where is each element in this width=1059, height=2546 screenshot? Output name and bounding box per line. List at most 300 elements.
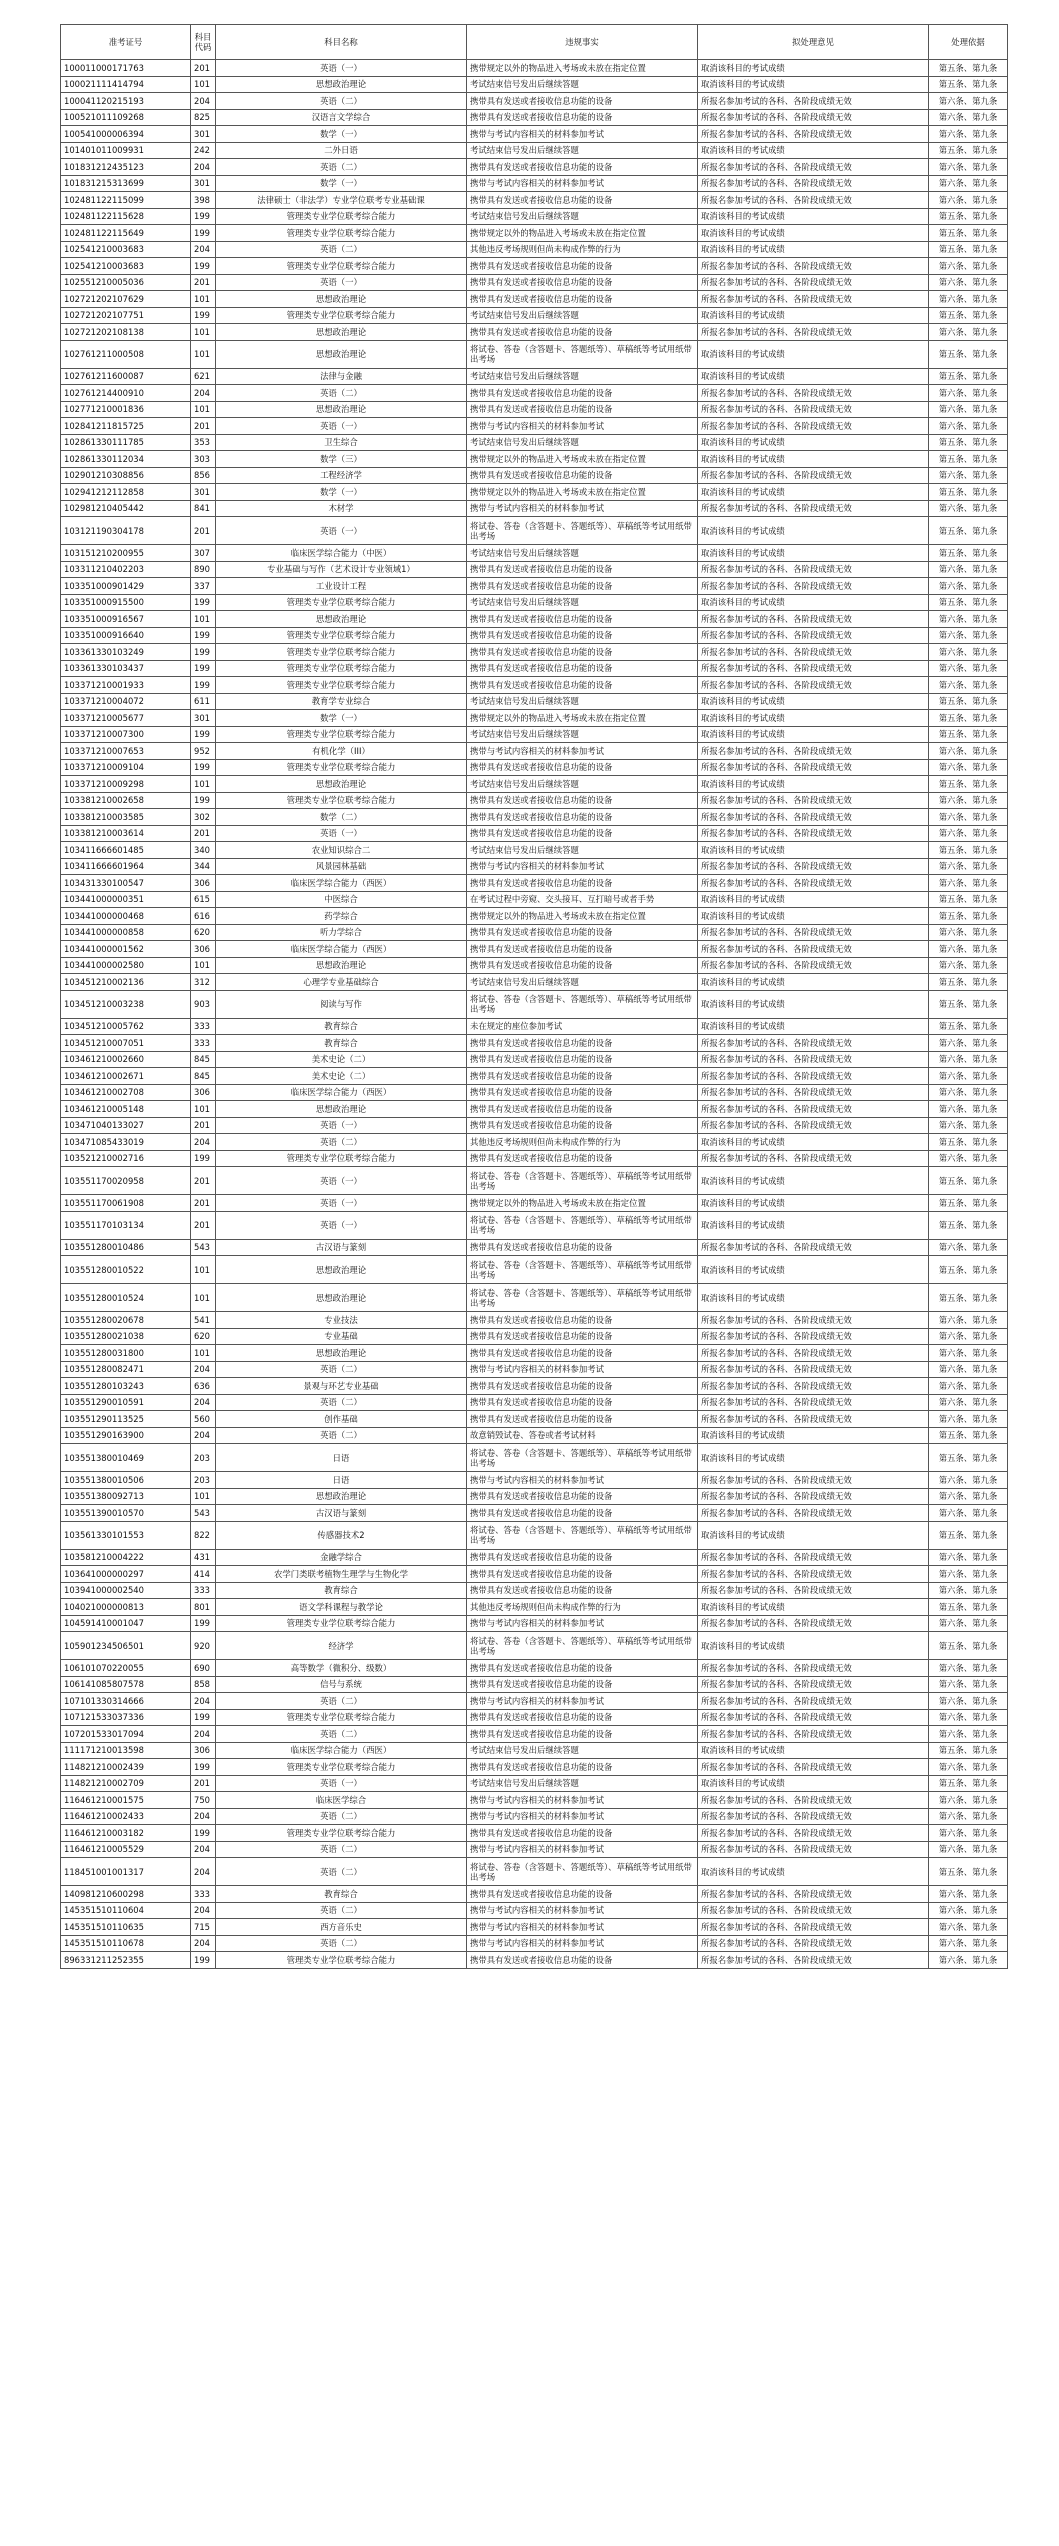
cell-subject-name: 心理学专业基础综合 <box>216 974 467 991</box>
cell-basis: 第五条、第九条 <box>929 710 1008 727</box>
table-row <box>61 225 1008 242</box>
cell-violation: 携带具有发送或者接收信息功能的设备 <box>467 159 698 176</box>
cell-subject-code: 301 <box>191 126 216 143</box>
cell-exam-id: 103461210002671 <box>61 1068 191 1085</box>
cell-penalty: 取消该科目的考试成绩 <box>698 1284 929 1312</box>
table-row <box>61 1134 1008 1151</box>
cell-exam-id: 103581210004222 <box>61 1549 191 1566</box>
table-row <box>61 875 1008 892</box>
cell-violation: 将试卷、答卷（含答题卡、答题纸等）、草稿纸等考试用纸带出考场 <box>467 1858 698 1886</box>
table-row <box>61 908 1008 925</box>
cell-penalty: 取消该科目的考试成绩 <box>698 1211 929 1239</box>
cell-subject-code: 204 <box>191 1808 216 1825</box>
cell-exam-id: 103551280010522 <box>61 1256 191 1284</box>
cell-subject-name: 管理类专业学位联考综合能力 <box>216 660 467 677</box>
cell-subject-name: 传感器技术2 <box>216 1521 467 1549</box>
cell-penalty: 所报名参加考试的各科、各阶段成绩无效 <box>698 743 929 760</box>
cell-violation: 携带与考试内容相关的材料参加考试 <box>467 1361 698 1378</box>
cell-violation: 携带与考试内容相关的材料参加考试 <box>467 1615 698 1632</box>
header-basis: 处理依据 <box>929 25 1008 60</box>
cell-penalty: 所报名参加考试的各科、各阶段成绩无效 <box>698 418 929 435</box>
cell-penalty: 取消该科目的考试成绩 <box>698 1599 929 1616</box>
cell-subject-code: 199 <box>191 1825 216 1842</box>
cell-violation: 携带具有发送或者接收信息功能的设备 <box>467 1676 698 1693</box>
cell-exam-id: 145351510110678 <box>61 1935 191 1952</box>
cell-subject-code: 199 <box>191 660 216 677</box>
cell-subject-name: 信号与系统 <box>216 1676 467 1693</box>
cell-basis: 第六条、第九条 <box>929 109 1008 126</box>
cell-violation: 携带具有发送或者接收信息功能的设备 <box>467 660 698 677</box>
table-row <box>61 274 1008 291</box>
cell-subject-name: 英语（二） <box>216 1841 467 1858</box>
cell-subject-name: 思想政治理论 <box>216 340 467 368</box>
cell-penalty: 所报名参加考试的各科、各阶段成绩无效 <box>698 858 929 875</box>
cell-subject-code: 543 <box>191 1239 216 1256</box>
cell-subject-name: 思想政治理论 <box>216 1488 467 1505</box>
cell-penalty: 所报名参加考试的各科、各阶段成绩无效 <box>698 1472 929 1489</box>
cell-subject-name: 农业知识综合二 <box>216 842 467 859</box>
cell-subject-name: 思想政治理论 <box>216 1284 467 1312</box>
cell-subject-name: 有机化学（III） <box>216 743 467 760</box>
cell-violation: 携带规定以外的物品进入考场或未放在指定位置 <box>467 710 698 727</box>
cell-basis: 第六条、第九条 <box>929 809 1008 826</box>
cell-subject-name: 英语（二） <box>216 1726 467 1743</box>
table-row <box>61 743 1008 760</box>
cell-basis: 第六条、第九条 <box>929 1935 1008 1952</box>
cell-subject-code: 312 <box>191 974 216 991</box>
cell-subject-name: 卫生综合 <box>216 434 467 451</box>
cell-subject-name: 管理类专业学位联考综合能力 <box>216 644 467 661</box>
table-row <box>61 1919 1008 1936</box>
cell-basis: 第六条、第九条 <box>929 677 1008 694</box>
cell-exam-id: 102761211600087 <box>61 368 191 385</box>
cell-exam-id: 103941000002540 <box>61 1582 191 1599</box>
cell-exam-id: 103461210002660 <box>61 1051 191 1068</box>
cell-violation: 携带规定以外的物品进入考场或未放在指定位置 <box>467 451 698 468</box>
table-row <box>61 1284 1008 1312</box>
table-row <box>61 809 1008 826</box>
cell-penalty: 取消该科目的考试成绩 <box>698 451 929 468</box>
cell-exam-id: 145351510110604 <box>61 1902 191 1919</box>
cell-exam-id: 103461210002708 <box>61 1084 191 1101</box>
cell-violation: 携带具有发送或者接收信息功能的设备 <box>467 1505 698 1522</box>
cell-exam-id: 102541210003683 <box>61 241 191 258</box>
cell-subject-code: 340 <box>191 842 216 859</box>
cell-exam-id: 102721202108138 <box>61 324 191 341</box>
cell-penalty: 所报名参加考试的各科、各阶段成绩无效 <box>698 1328 929 1345</box>
cell-subject-code: 543 <box>191 1505 216 1522</box>
cell-basis: 第五条、第九条 <box>929 434 1008 451</box>
cell-basis: 第六条、第九条 <box>929 743 1008 760</box>
cell-basis: 第五条、第九条 <box>929 990 1008 1018</box>
table-row <box>61 307 1008 324</box>
cell-basis: 第五条、第九条 <box>929 545 1008 562</box>
cell-basis: 第五条、第九条 <box>929 1167 1008 1195</box>
cell-violation: 携带具有发送或者接收信息功能的设备 <box>467 1411 698 1428</box>
violations-table-container <box>60 24 1007 1969</box>
cell-basis: 第六条、第九条 <box>929 1328 1008 1345</box>
cell-violation: 携带与考试内容相关的材料参加考试 <box>467 858 698 875</box>
table-row <box>61 941 1008 958</box>
cell-subject-name: 管理类专业学位联考综合能力 <box>216 1825 467 1842</box>
cell-penalty: 取消该科目的考试成绩 <box>698 1167 929 1195</box>
cell-subject-code: 750 <box>191 1792 216 1809</box>
cell-exam-id: 100541000006394 <box>61 126 191 143</box>
cell-penalty: 所报名参加考试的各科、各阶段成绩无效 <box>698 109 929 126</box>
cell-penalty: 所报名参加考试的各科、各阶段成绩无效 <box>698 93 929 110</box>
cell-subject-name: 数学（一） <box>216 175 467 192</box>
cell-basis: 第六条、第九条 <box>929 1411 1008 1428</box>
cell-violation: 携带具有发送或者接收信息功能的设备 <box>467 1488 698 1505</box>
table-row <box>61 241 1008 258</box>
cell-basis: 第五条、第九条 <box>929 1427 1008 1444</box>
cell-penalty: 所报名参加考试的各科、各阶段成绩无效 <box>698 1693 929 1710</box>
cell-subject-code: 201 <box>191 1167 216 1195</box>
cell-subject-name: 工业设计工程 <box>216 578 467 595</box>
table-row <box>61 677 1008 694</box>
table-row <box>61 594 1008 611</box>
table-row <box>61 1117 1008 1134</box>
cell-basis: 第六条、第九条 <box>929 291 1008 308</box>
table-row <box>61 1660 1008 1677</box>
cell-basis: 第六条、第九条 <box>929 1726 1008 1743</box>
cell-subject-name: 英语（二） <box>216 159 467 176</box>
cell-basis: 第六条、第九条 <box>929 1792 1008 1809</box>
cell-subject-name: 思想政治理论 <box>216 1256 467 1284</box>
cell-exam-id: 103151210200955 <box>61 545 191 562</box>
cell-violation: 携带具有发送或者接收信息功能的设备 <box>467 1660 698 1677</box>
cell-penalty: 所报名参加考试的各科、各阶段成绩无效 <box>698 1660 929 1677</box>
table-row <box>61 1615 1008 1632</box>
cell-exam-id: 103451210003238 <box>61 990 191 1018</box>
cell-penalty: 取消该科目的考试成绩 <box>698 908 929 925</box>
cell-subject-code: 203 <box>191 1444 216 1472</box>
cell-exam-id: 103311210402203 <box>61 561 191 578</box>
cell-subject-code: 204 <box>191 1427 216 1444</box>
cell-exam-id: 102481122115649 <box>61 225 191 242</box>
table-row <box>61 1472 1008 1489</box>
cell-subject-code: 101 <box>191 776 216 793</box>
cell-exam-id: 103371210009104 <box>61 759 191 776</box>
cell-exam-id: 103551280020678 <box>61 1312 191 1329</box>
cell-violation: 将试卷、答卷（含答题卡、答题纸等）、草稿纸等考试用纸带出考场 <box>467 1632 698 1660</box>
cell-penalty: 所报名参加考试的各科、各阶段成绩无效 <box>698 1919 929 1936</box>
cell-violation: 故意销毁试卷、答卷或者考试材料 <box>467 1427 698 1444</box>
cell-exam-id: 103551380010469 <box>61 1444 191 1472</box>
cell-penalty: 所报名参加考试的各科、各阶段成绩无效 <box>698 258 929 275</box>
cell-violation: 携带具有发送或者接收信息功能的设备 <box>467 1394 698 1411</box>
table-row <box>61 1361 1008 1378</box>
cell-exam-id: 103641000000297 <box>61 1566 191 1583</box>
cell-subject-code: 344 <box>191 858 216 875</box>
cell-violation: 携带具有发送或者接收信息功能的设备 <box>467 1886 698 1903</box>
cell-basis: 第六条、第九条 <box>929 1902 1008 1919</box>
cell-subject-code: 101 <box>191 1345 216 1362</box>
cell-exam-id: 100041120215193 <box>61 93 191 110</box>
cell-violation: 考试结束信号发出后继续答题 <box>467 693 698 710</box>
cell-basis: 第五条、第九条 <box>929 1195 1008 1212</box>
cell-exam-id: 102761214400910 <box>61 385 191 402</box>
cell-violation: 携带具有发送或者接收信息功能的设备 <box>467 561 698 578</box>
cell-exam-id: 103371210007653 <box>61 743 191 760</box>
cell-subject-code: 201 <box>191 1211 216 1239</box>
cell-subject-code: 620 <box>191 1328 216 1345</box>
cell-exam-id: 102901210308856 <box>61 467 191 484</box>
cell-basis: 第五条、第九条 <box>929 1599 1008 1616</box>
cell-violation: 携带具有发送或者接收信息功能的设备 <box>467 578 698 595</box>
table-row <box>61 451 1008 468</box>
cell-basis: 第六条、第九条 <box>929 1345 1008 1362</box>
cell-penalty: 所报名参加考试的各科、各阶段成绩无效 <box>698 1345 929 1362</box>
cell-subject-code: 541 <box>191 1312 216 1329</box>
cell-subject-name: 思想政治理论 <box>216 776 467 793</box>
table-row <box>61 1676 1008 1693</box>
cell-subject-code: 204 <box>191 1902 216 1919</box>
cell-subject-code: 199 <box>191 258 216 275</box>
cell-exam-id: 103461210005148 <box>61 1101 191 1118</box>
table-row <box>61 759 1008 776</box>
cell-penalty: 所报名参加考试的各科、各阶段成绩无效 <box>698 1549 929 1566</box>
cell-subject-name: 管理类专业学位联考综合能力 <box>216 594 467 611</box>
table-row <box>61 1841 1008 1858</box>
table-row <box>61 578 1008 595</box>
cell-basis: 第六条、第九条 <box>929 644 1008 661</box>
cell-exam-id: 103381210003614 <box>61 825 191 842</box>
cell-subject-name: 英语（二） <box>216 93 467 110</box>
cell-violation: 携带具有发送或者接收信息功能的设备 <box>467 792 698 809</box>
cell-penalty: 取消该科目的考试成绩 <box>698 340 929 368</box>
cell-subject-name: 景观与环艺专业基础 <box>216 1378 467 1395</box>
cell-penalty: 所报名参加考试的各科、各阶段成绩无效 <box>698 825 929 842</box>
table-row <box>61 1742 1008 1759</box>
cell-subject-code: 306 <box>191 1084 216 1101</box>
cell-penalty: 所报名参加考试的各科、各阶段成绩无效 <box>698 1101 929 1118</box>
cell-exam-id: 106141085807578 <box>61 1676 191 1693</box>
cell-penalty: 取消该科目的考试成绩 <box>698 517 929 545</box>
cell-subject-code: 560 <box>191 1411 216 1428</box>
cell-subject-code: 845 <box>191 1068 216 1085</box>
cell-basis: 第五条、第九条 <box>929 891 1008 908</box>
cell-exam-id: 102861330111785 <box>61 434 191 451</box>
table-row <box>61 1693 1008 1710</box>
table-row <box>61 1549 1008 1566</box>
cell-basis: 第六条、第九条 <box>929 1582 1008 1599</box>
cell-exam-id: 103371210005677 <box>61 710 191 727</box>
cell-subject-name: 管理类专业学位联考综合能力 <box>216 1709 467 1726</box>
cell-basis: 第六条、第九条 <box>929 858 1008 875</box>
cell-penalty: 所报名参加考试的各科、各阶段成绩无效 <box>698 1726 929 1743</box>
table-row <box>61 1444 1008 1472</box>
cell-subject-code: 306 <box>191 875 216 892</box>
table-row <box>61 1167 1008 1195</box>
cell-basis: 第六条、第九条 <box>929 578 1008 595</box>
cell-violation: 携带具有发送或者接收信息功能的设备 <box>467 1345 698 1362</box>
cell-subject-name: 管理类专业学位联考综合能力 <box>216 208 467 225</box>
cell-basis: 第五条、第九条 <box>929 368 1008 385</box>
cell-exam-id: 103551280021038 <box>61 1328 191 1345</box>
cell-subject-name: 思想政治理论 <box>216 291 467 308</box>
cell-subject-name: 英语（二） <box>216 1361 467 1378</box>
table-row <box>61 1935 1008 1952</box>
header-penalty: 拟处理意见 <box>698 25 929 60</box>
cell-basis: 第六条、第九条 <box>929 1312 1008 1329</box>
cell-violation: 携带与考试内容相关的材料参加考试 <box>467 418 698 435</box>
cell-subject-code: 101 <box>191 1101 216 1118</box>
cell-exam-id: 103551380092713 <box>61 1488 191 1505</box>
table-row <box>61 1488 1008 1505</box>
cell-subject-name: 木材学 <box>216 500 467 517</box>
cell-subject-code: 204 <box>191 1693 216 1710</box>
cell-exam-id: 107201533017094 <box>61 1726 191 1743</box>
cell-subject-code: 201 <box>191 825 216 842</box>
cell-basis: 第五条、第九条 <box>929 517 1008 545</box>
cell-penalty: 所报名参加考试的各科、各阶段成绩无效 <box>698 1808 929 1825</box>
cell-penalty: 取消该科目的考试成绩 <box>698 307 929 324</box>
cell-violation: 考试结束信号发出后继续答题 <box>467 545 698 562</box>
cell-subject-name: 管理类专业学位联考综合能力 <box>216 677 467 694</box>
cell-penalty: 所报名参加考试的各科、各阶段成绩无效 <box>698 1084 929 1101</box>
table-row <box>61 924 1008 941</box>
cell-subject-name: 思想政治理论 <box>216 401 467 418</box>
cell-exam-id: 102861330112034 <box>61 451 191 468</box>
cell-violation: 携带与考试内容相关的材料参加考试 <box>467 1792 698 1809</box>
table-row <box>61 644 1008 661</box>
cell-exam-id: 103371210009298 <box>61 776 191 793</box>
cell-penalty: 所报名参加考试的各科、各阶段成绩无效 <box>698 660 929 677</box>
cell-basis: 第六条、第九条 <box>929 1886 1008 1903</box>
cell-exam-id: 105901234506501 <box>61 1632 191 1660</box>
table-row <box>61 1150 1008 1167</box>
cell-penalty: 所报名参加考试的各科、各阶段成绩无效 <box>698 957 929 974</box>
table-row <box>61 1394 1008 1411</box>
cell-penalty: 所报名参加考试的各科、各阶段成绩无效 <box>698 1709 929 1726</box>
cell-subject-code: 690 <box>191 1660 216 1677</box>
cell-violation: 携带具有发送或者接收信息功能的设备 <box>467 1101 698 1118</box>
cell-exam-id: 103551170061908 <box>61 1195 191 1212</box>
table-row <box>61 142 1008 159</box>
cell-violation: 携带具有发送或者接收信息功能的设备 <box>467 291 698 308</box>
cell-basis: 第五条、第九条 <box>929 1211 1008 1239</box>
cell-subject-code: 199 <box>191 677 216 694</box>
cell-exam-id: 103431330100547 <box>61 875 191 892</box>
table-row <box>61 1195 1008 1212</box>
cell-penalty: 所报名参加考试的各科、各阶段成绩无效 <box>698 809 929 826</box>
cell-penalty: 取消该科目的考试成绩 <box>698 1521 929 1549</box>
table-row <box>61 561 1008 578</box>
cell-penalty: 取消该科目的考试成绩 <box>698 726 929 743</box>
cell-violation: 携带具有发送或者接收信息功能的设备 <box>467 1952 698 1969</box>
table-row <box>61 1825 1008 1842</box>
cell-basis: 第六条、第九条 <box>929 1505 1008 1522</box>
cell-subject-code: 333 <box>191 1886 216 1903</box>
cell-subject-name: 数学（二） <box>216 809 467 826</box>
cell-subject-code: 890 <box>191 561 216 578</box>
cell-subject-name: 风景园林基础 <box>216 858 467 875</box>
cell-subject-name: 美术史论（二） <box>216 1051 467 1068</box>
cell-exam-id: 102481122115099 <box>61 192 191 209</box>
cell-penalty: 取消该科目的考试成绩 <box>698 1256 929 1284</box>
cell-penalty: 所报名参加考试的各科、各阶段成绩无效 <box>698 875 929 892</box>
cell-subject-code: 204 <box>191 159 216 176</box>
cell-subject-name: 英语（二） <box>216 1394 467 1411</box>
cell-violation: 携带与考试内容相关的材料参加考试 <box>467 743 698 760</box>
cell-subject-code: 101 <box>191 611 216 628</box>
header-subject-code: 科目代码 <box>191 25 216 60</box>
cell-violation: 携带具有发送或者接收信息功能的设备 <box>467 1084 698 1101</box>
cell-exam-id: 103551170020958 <box>61 1167 191 1195</box>
cell-penalty: 取消该科目的考试成绩 <box>698 1134 929 1151</box>
cell-exam-id: 103351000916640 <box>61 627 191 644</box>
cell-violation: 携带具有发送或者接收信息功能的设备 <box>467 875 698 892</box>
cell-subject-name: 英语（二） <box>216 1902 467 1919</box>
cell-basis: 第六条、第九条 <box>929 875 1008 892</box>
cell-penalty: 取消该科目的考试成绩 <box>698 368 929 385</box>
cell-exam-id: 102761211000508 <box>61 340 191 368</box>
table-row <box>61 126 1008 143</box>
cell-basis: 第六条、第九条 <box>929 1378 1008 1395</box>
cell-exam-id: 103561330101553 <box>61 1521 191 1549</box>
table-row <box>61 1599 1008 1616</box>
cell-basis: 第六条、第九条 <box>929 1239 1008 1256</box>
cell-penalty: 所报名参加考试的各科、各阶段成绩无效 <box>698 1825 929 1842</box>
cell-violation: 其他违反考场规则但尚未构成作弊的行为 <box>467 1599 698 1616</box>
cell-violation: 携带具有发送或者接收信息功能的设备 <box>467 1239 698 1256</box>
cell-violation: 携带具有发送或者接收信息功能的设备 <box>467 1117 698 1134</box>
cell-subject-code: 101 <box>191 957 216 974</box>
cell-penalty: 所报名参加考试的各科、各阶段成绩无效 <box>698 1361 929 1378</box>
table-row <box>61 1709 1008 1726</box>
cell-penalty: 取消该科目的考试成绩 <box>698 60 929 77</box>
cell-subject-name: 管理类专业学位联考综合能力 <box>216 225 467 242</box>
cell-violation: 携带与考试内容相关的材料参加考试 <box>467 1902 698 1919</box>
cell-subject-name: 思想政治理论 <box>216 1345 467 1362</box>
cell-exam-id: 103351000901429 <box>61 578 191 595</box>
cell-penalty: 所报名参加考试的各科、各阶段成绩无效 <box>698 467 929 484</box>
cell-subject-name: 临床医学综合能力（西医） <box>216 875 467 892</box>
cell-subject-code: 101 <box>191 291 216 308</box>
cell-basis: 第六条、第九条 <box>929 126 1008 143</box>
cell-subject-name: 英语（二） <box>216 241 467 258</box>
cell-basis: 第五条、第九条 <box>929 1284 1008 1312</box>
cell-subject-code: 301 <box>191 484 216 501</box>
table-row <box>61 1345 1008 1362</box>
cell-subject-name: 管理类专业学位联考综合能力 <box>216 1150 467 1167</box>
cell-exam-id: 103521210002716 <box>61 1150 191 1167</box>
cell-subject-code: 845 <box>191 1051 216 1068</box>
cell-violation: 携带具有发送或者接收信息功能的设备 <box>467 1150 698 1167</box>
cell-subject-code: 199 <box>191 1709 216 1726</box>
cell-violation: 在考试过程中旁窥、交头接耳、互打暗号或者手势 <box>467 891 698 908</box>
cell-penalty: 取消该科目的考试成绩 <box>698 1632 929 1660</box>
cell-subject-name: 思想政治理论 <box>216 1101 467 1118</box>
cell-basis: 第六条、第九条 <box>929 385 1008 402</box>
cell-violation: 携带规定以外的物品进入考场或未放在指定位置 <box>467 1195 698 1212</box>
cell-subject-name: 英语（一） <box>216 418 467 435</box>
cell-exam-id: 107101330314666 <box>61 1693 191 1710</box>
header-subject-name: 科目名称 <box>216 25 467 60</box>
cell-exam-id: 114821210002709 <box>61 1775 191 1792</box>
cell-basis: 第五条、第九条 <box>929 726 1008 743</box>
header-violation: 违规事实 <box>467 25 698 60</box>
cell-subject-name: 管理类专业学位联考综合能力 <box>216 792 467 809</box>
table-row <box>61 385 1008 402</box>
cell-penalty: 取消该科目的考试成绩 <box>698 891 929 908</box>
cell-subject-code: 715 <box>191 1919 216 1936</box>
table-row <box>61 1051 1008 1068</box>
cell-violation: 将试卷、答卷（含答题卡、答题纸等）、草稿纸等考试用纸带出考场 <box>467 1521 698 1549</box>
table-body <box>61 60 1008 1969</box>
cell-violation: 携带规定以外的物品进入考场或未放在指定位置 <box>467 484 698 501</box>
